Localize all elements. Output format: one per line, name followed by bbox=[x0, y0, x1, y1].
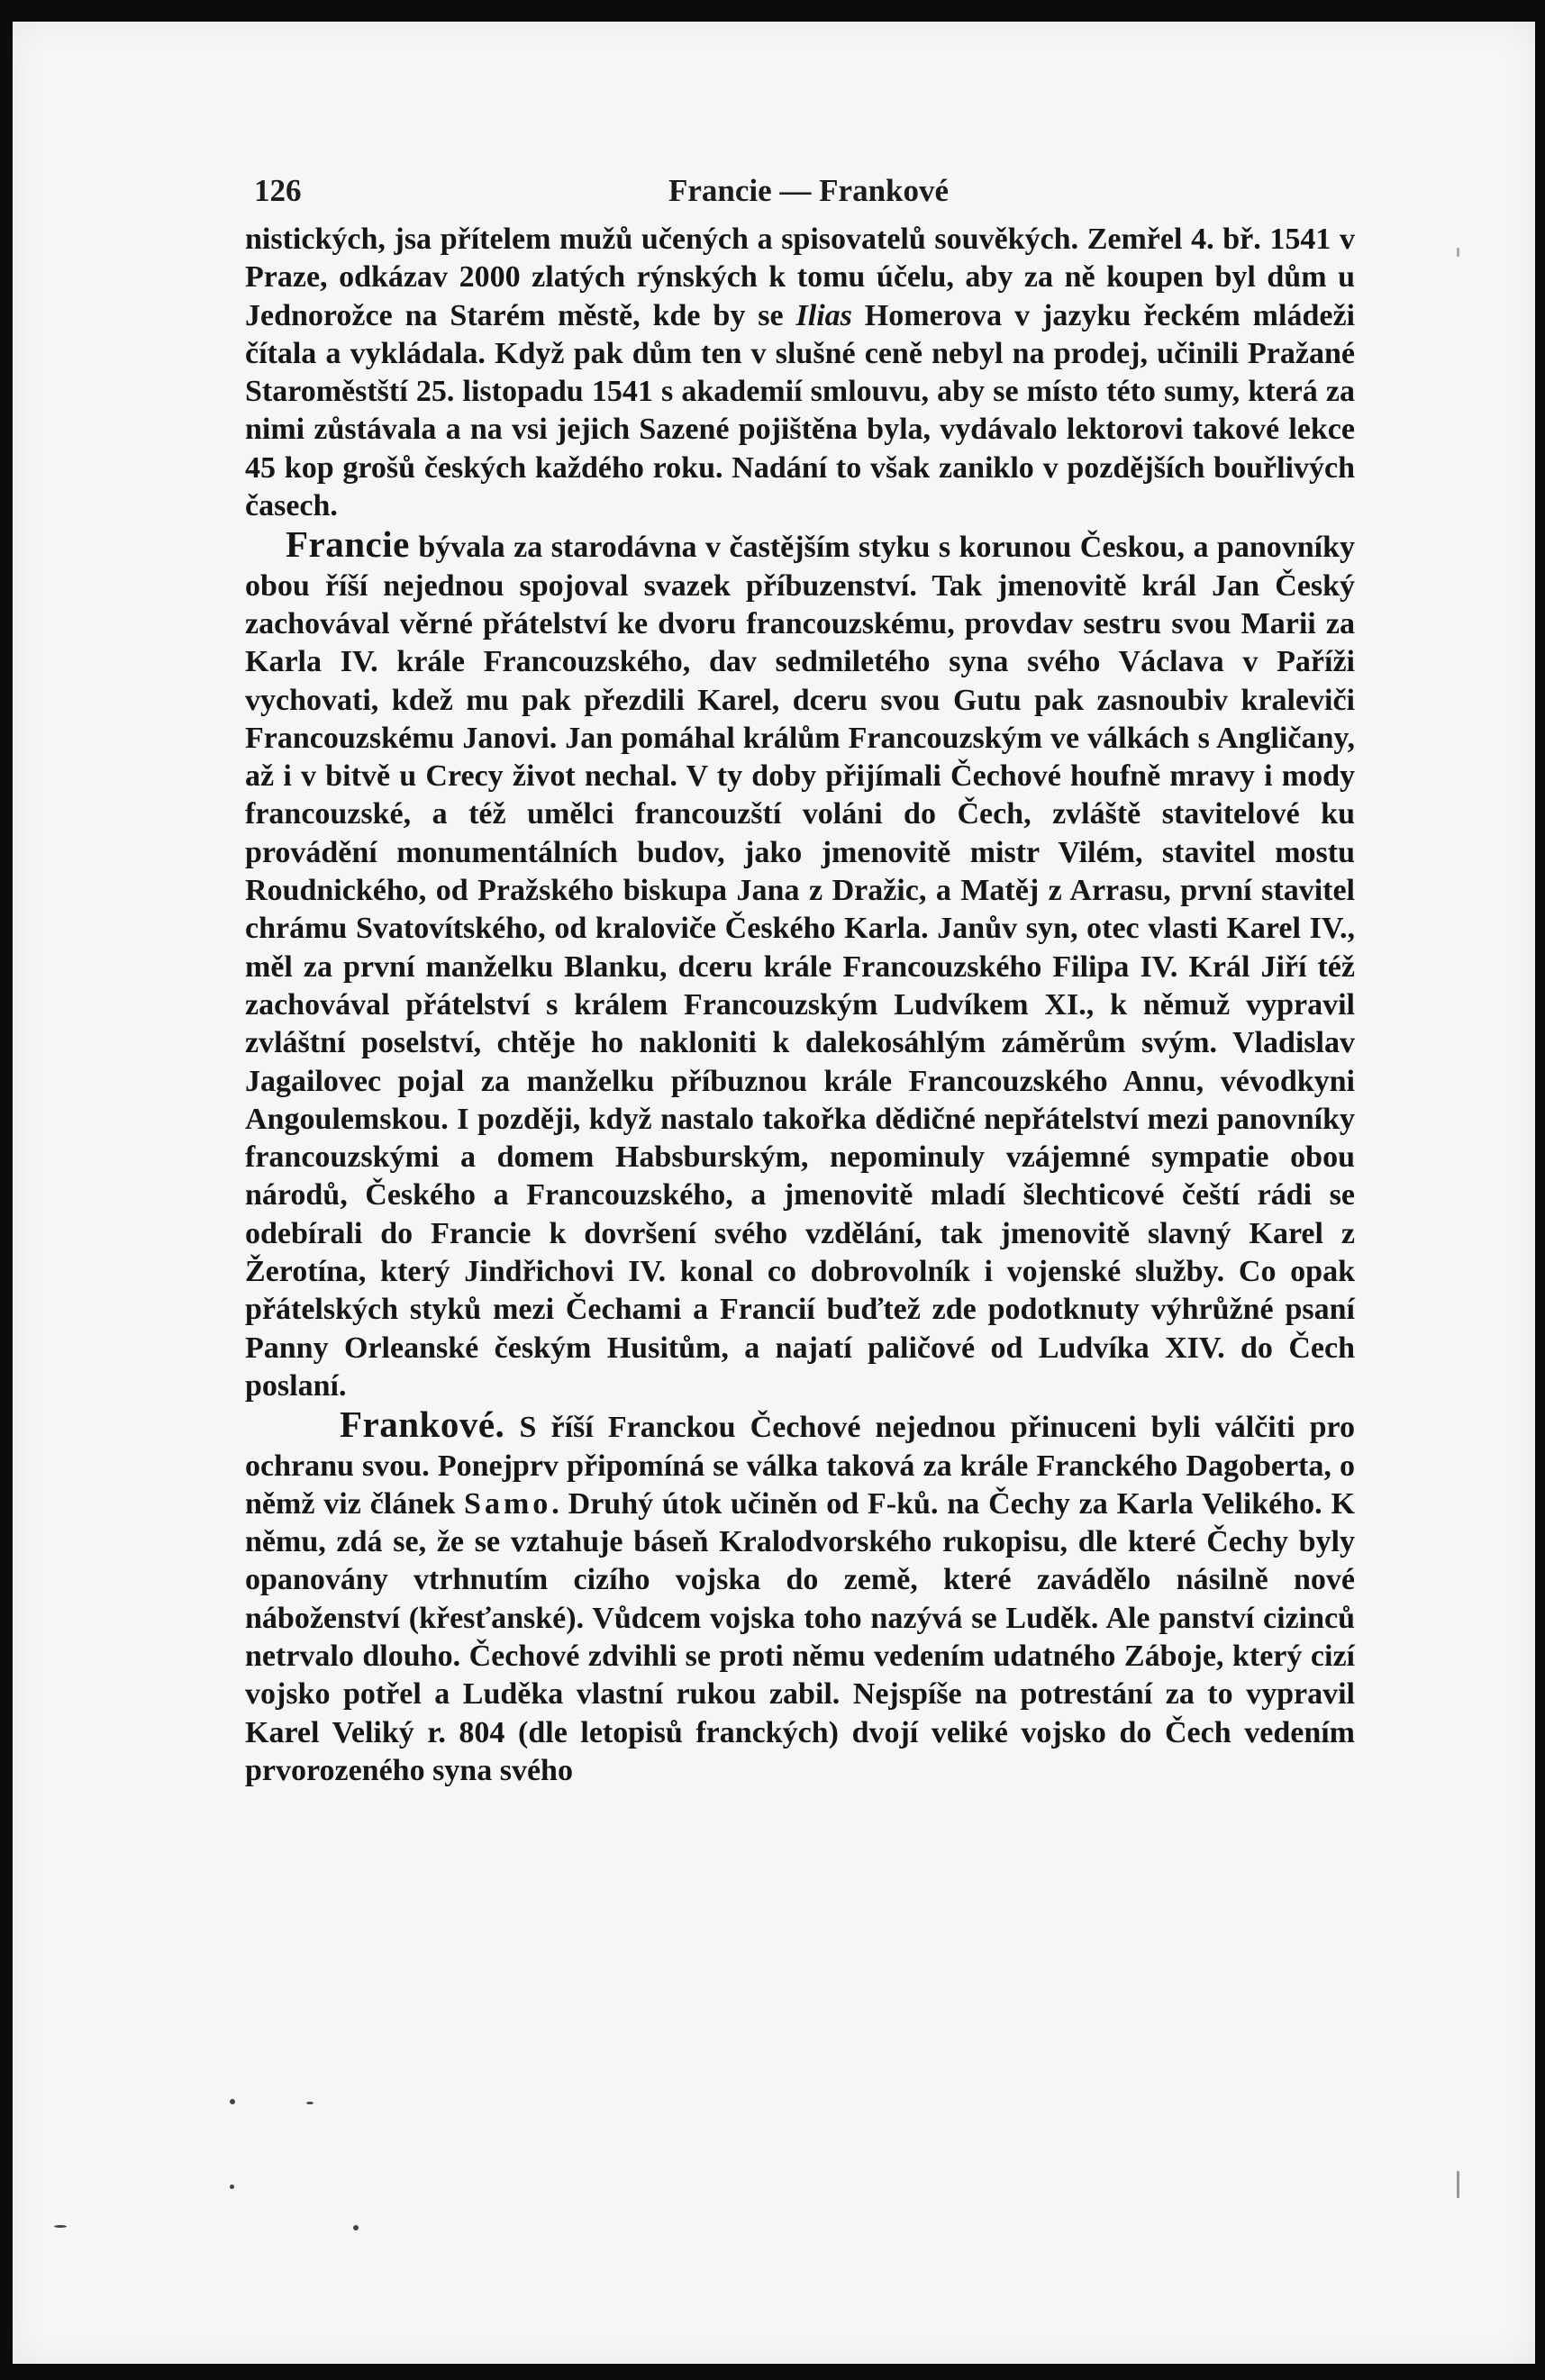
entry-francie-text: bývala za starodávna v častějším styku s korunou Českou, a panovníky obou říší nejednou spojoval svazek příbuzenství. Tak jmenovitě král Jan Český zachovával věrné přátelství ke dvoru francouzskému, provdav sestru svou Marii za Karla IV. krále Francouzského, dav sedmiletého syna svého Václava v Paříži vychovati, kdež mu pak přezdili Karel, dceru svou Gutu pak zasnoubiv kraleviči Francouzskému Janovi. Jan pomáhal králům Francouzským ve válkách s Angličany, až i v bitvě u Crecy život nechal. V ty doby přijímali Čechové houfně mravy i mody francouzské, a též umělci francouzští voláni do Čech, zvláště stavitelové ku provádění monumentálních budov, jako jmenovitě mistr Vilém, stavitel mostu Roudnického, od Pražského biskupa Jana z Dražic, a Matěj z Arrasu, první stavitel chrámu Svatovítského, od kraloviče Českého Karla. Janův syn, otec vlasti Karel IV., měl za první manželku Blanku, dceru krále Francouzského Filipa IV. Král Jiří též zachovával přátelství s králem Francouzským Ludvíkem XI., k němuž vypravil zvláštní poselství, chtěje ho nakloniti k dalekosáhlým záměrům svým. Vladislav Jagailovec pojal za manželku příbuznou krále Francouzského Annu, vévodkyni Angoulemskou. I později, když nastalo takořka dědičné nepřátelství mezi panovníky francouzskými a domem Habsburským, nepominuly vzájemné sympatie obou národů, Českého a Francouzského, a jmenovitě mladí šlechticové čeští rádi se odebírali do Francie k dovršení svého vzdělání, tak jmenovitě slavný Karel z Žerotína, který Jindřichovi IV. konal co dobrovolník i vojenské služby. Co opak přátelských styků mezi Čechami a Francií buďtež zde podotknuty výhrůžné psaní Panny Orleanské českým Husitům, a najatí paličové od Ludvíka XIV. do Čech poslaní. bbox=[245, 531, 1355, 1403]
body-text bbox=[245, 221, 1355, 1790]
entry-frankove-text-1: S říší Franckou Čechové nejednou přinuceni byli válčiti pro ochranu svou. Ponejprv připomíná se válka taková za krále Franckého Dagoberta, o němž viz článek bbox=[245, 1411, 1355, 1521]
scan-speck bbox=[1457, 2171, 1459, 2198]
scan-speck bbox=[54, 2225, 67, 2228]
headword-francie: Francie bbox=[286, 523, 410, 566]
entry-francie bbox=[245, 525, 1355, 1405]
page-number: 126 bbox=[254, 173, 302, 208]
continuation-text-1: nistických, jsa přítelem mužů učených a spisovatelů souvěkých. Zemřel 4. bř. 1541 v Praze, odkázav 2000 zlatých rýnských k tomu účelu, aby za ně koupen byl dům u Jednorožce na Starém městě, kde by se bbox=[245, 223, 1355, 332]
cross-reference-samo: Samo bbox=[464, 1486, 552, 1521]
scan-speck bbox=[306, 2102, 314, 2104]
scan-speck bbox=[1457, 248, 1459, 257]
scan-speck bbox=[230, 2185, 234, 2189]
scan-speck bbox=[353, 2225, 359, 2230]
running-title: Francie — Frankové bbox=[668, 173, 950, 208]
scan-speck bbox=[230, 2099, 235, 2104]
paragraph-continuation bbox=[245, 221, 1355, 525]
headword-frankove: Frankové. bbox=[340, 1403, 505, 1446]
page-header bbox=[254, 157, 1371, 229]
entry-frankove-text-2: . Druhý útok učiněn od F-ků. na Čechy za Karla Velikého. K němu, zdá se, že se vztahuje báseň Kralodvorského rukopisu, dle které Čechy byly opanovány vtrhnutím cizího vojska do země, které zavádělo násilně nové náboženství (křesťanské). Vůdcem vojska toho nazývá se Luděk. Ale panství cizinců netrvalo dlouho. Čechové zdvihli se proti němu vedením udatného Záboje, který cizí vojsko potřel a Luděka vlastní rukou zabil. Nejspíše na potrestání za to vypravil Karel Veliký r. 804 (dle letopisů franckých) dvojí veliké vojsko do Čech vedením prvorozeného syna svého bbox=[245, 1486, 1356, 1787]
continuation-text-2: Homerova v jazyku řeckém mládeži čítala a vykládala. Když pak dům ten v slušné ceně nebyl na prodej, učinili Pražané Staroměstští 25. listopadu 1541 s akademií smlouvu, aby se místo této sumy, která za nimi zůstávala a na vsi jejich Sazené pojištěna byla, vydávalo lektorovi takové lekce 45 kop grošů českých každého roku. Nadání to však zaniklo v pozdějších bouřlivých časech. bbox=[245, 298, 1355, 523]
italic-title-ilias: Ilias bbox=[795, 298, 852, 332]
entry-frankove bbox=[245, 1405, 1355, 1790]
